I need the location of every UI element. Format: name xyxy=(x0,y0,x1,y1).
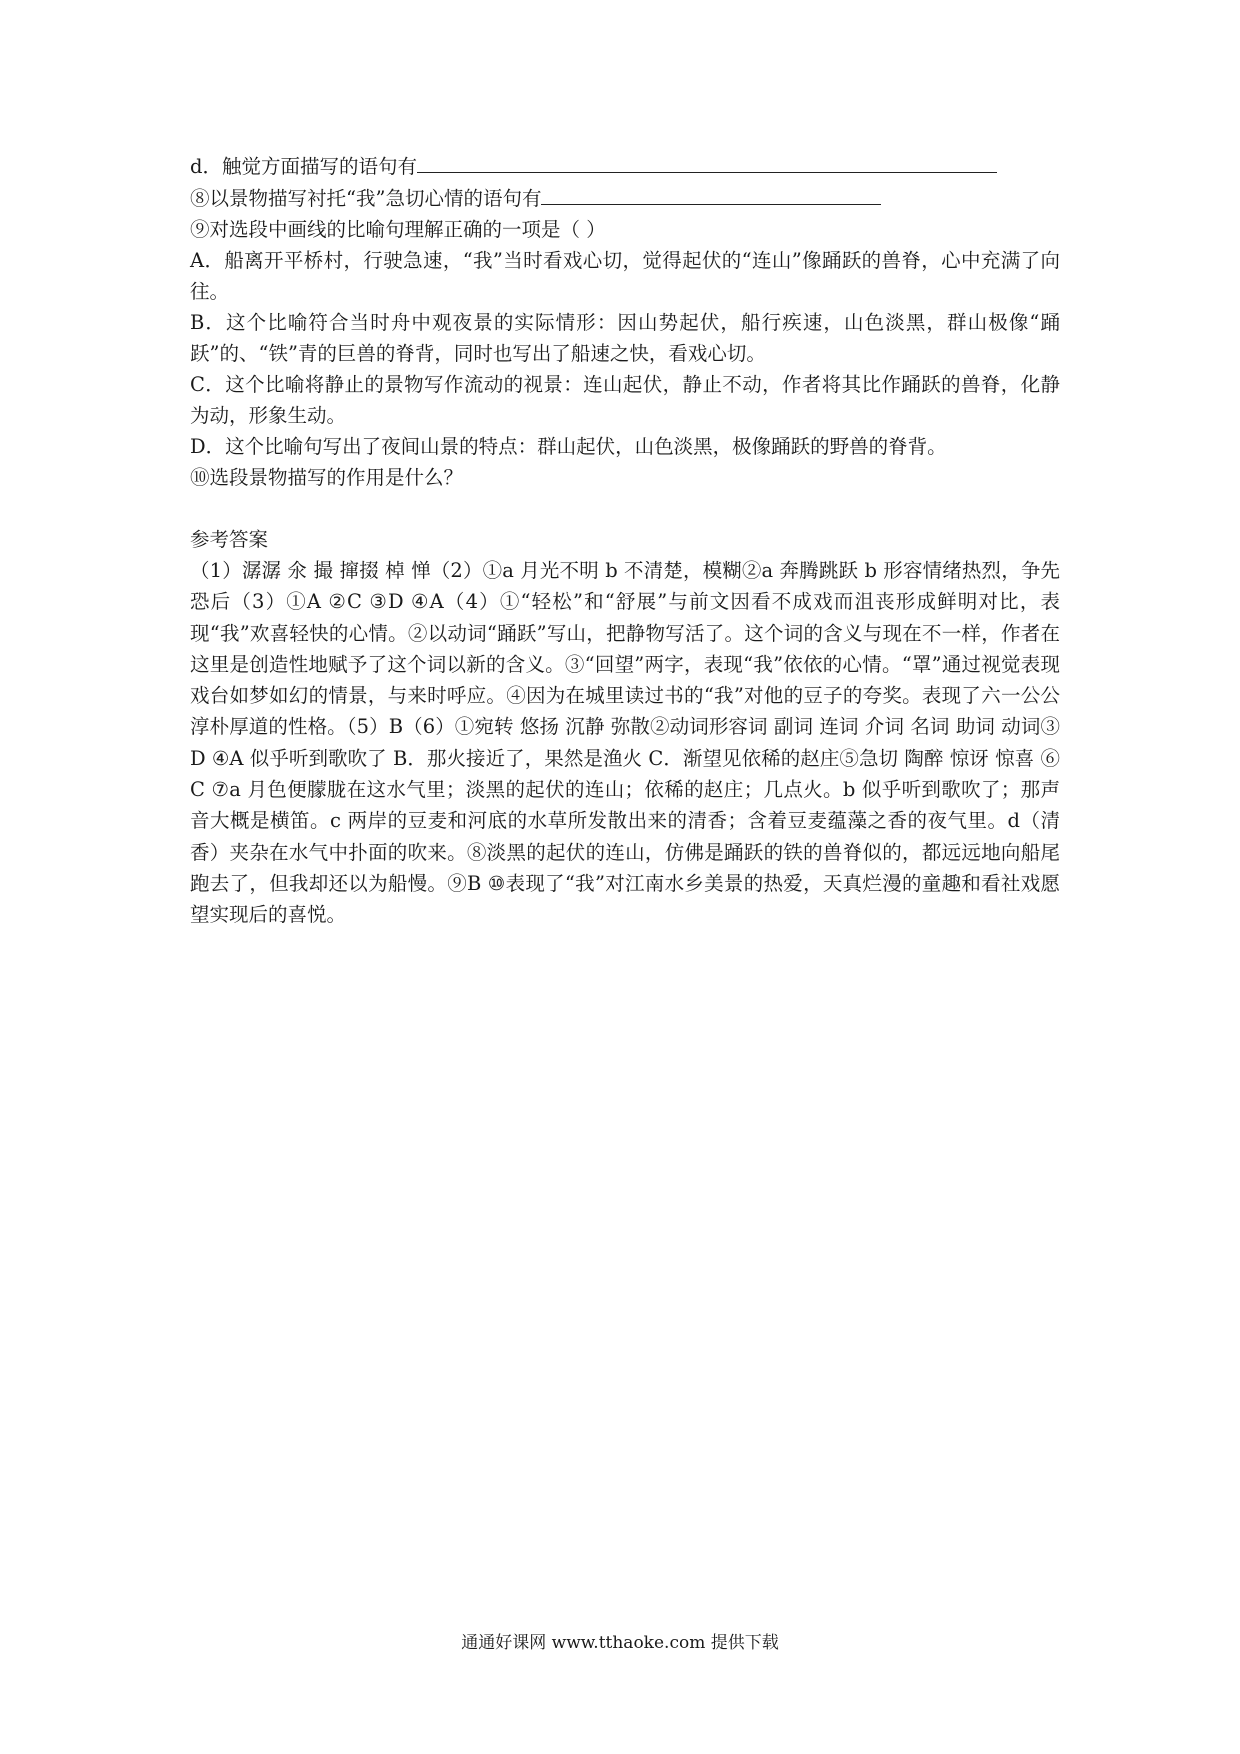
question-8-label: ⑧以景物描写衬托“我”急切心情的语句有 xyxy=(190,187,542,210)
page-footer: 通通好课网 www.tthaoke.com 提供下载 xyxy=(461,1633,779,1653)
question-d xyxy=(190,150,1060,182)
document-content xyxy=(190,150,1060,931)
answers-heading: 参考答案 xyxy=(190,528,269,551)
answer-blank-8 xyxy=(541,182,881,205)
option-a: A．船离开平桥村，行驶急速，“我”当时看戏心切，觉得起伏的“连山”像踊跃的兽脊，心中充满了向往。 xyxy=(190,249,1060,303)
question-d-label: d．触觉方面描写的语句有 xyxy=(190,155,417,178)
section-spacer xyxy=(190,493,1060,524)
answer-blank-d xyxy=(417,150,997,173)
question-10-stem: ⑩选段景物描写的作用是什么？ xyxy=(190,466,464,489)
option-c: C．这个比喻将静止的景物写作流动的视景：连山起伏，静止不动，作者将其比作踊跃的兽脊，化静为动，形象生动。 xyxy=(190,373,1060,427)
question-9-stem: ⑨对选段中画线的比喻句理解正确的一项是（ ） xyxy=(190,218,606,241)
answers-body: （1）潺潺 氽 撮 撺掇 棹 惮（2）①a 月光不明 b 不清楚，模糊②a 奔腾跳跃 b 形容情绪热烈，争先恐后（3）①A ②C ③D ④A（4）①“轻松”和“舒展”与前文因看不成戏而沮丧形成鲜明对比，表现“我”欢喜轻快的心情。②以动词“踊跃”写山，把静物写活了。这个词的含义与现在不一样，作者在这里是创造性地赋予了这个词以新的含义。③“回望”两字，表现“我”依依的心情。“罩”通过视觉表现戏台如梦如幻的情景，与来时呼应。④因为在城里读过书的“我”对他的豆子的夸奖。表现了六一公公淳朴厚道的性格。（5）B（6）①宛转 悠扬 沉静 弥散②动词形容词 副词 连词 介词 名词 助词 动词③D ④A 似乎听到歌吹了 B．那火接近了，果然是渔火 C．渐望见依稀的赵庄⑤急切 陶醉 惊讶 惊喜 ⑥C ⑦a 月色便朦胧在这水气里；淡黑的起伏的连山；依稀的赵庄；几点火。b 似乎听到歌吹了；那声音大概是横笛。c 两岸的豆麦和河底的水草所发散出来的清香；含着豆麦蕴藻之香的夜气里。d（清香）夹杂在水气中扑面的吹来。⑧淡黑的起伏的连山，仿佛是踊跃的铁的兽脊似的，都远远地向船尾跑去了，但我却还以为船慢。⑨B ⑩表现了“我”对江南水乡美景的热爱，天真烂漫的童趣和看社戏愿望实现后的喜悦。 xyxy=(190,559,1060,927)
question-8 xyxy=(190,182,1060,214)
option-d: D．这个比喻句写出了夜间山景的特点：群山起伏，山色淡黑，极像踊跃的野兽的脊背。 xyxy=(190,435,947,458)
option-b: B．这个比喻符合当时舟中观夜景的实际情形：因山势起伏，船行疾速，山色淡黑，群山极像“踊跃”的、“铁”青的巨兽的脊背，同时也写出了船速之快，看戏心切。 xyxy=(190,311,1060,365)
